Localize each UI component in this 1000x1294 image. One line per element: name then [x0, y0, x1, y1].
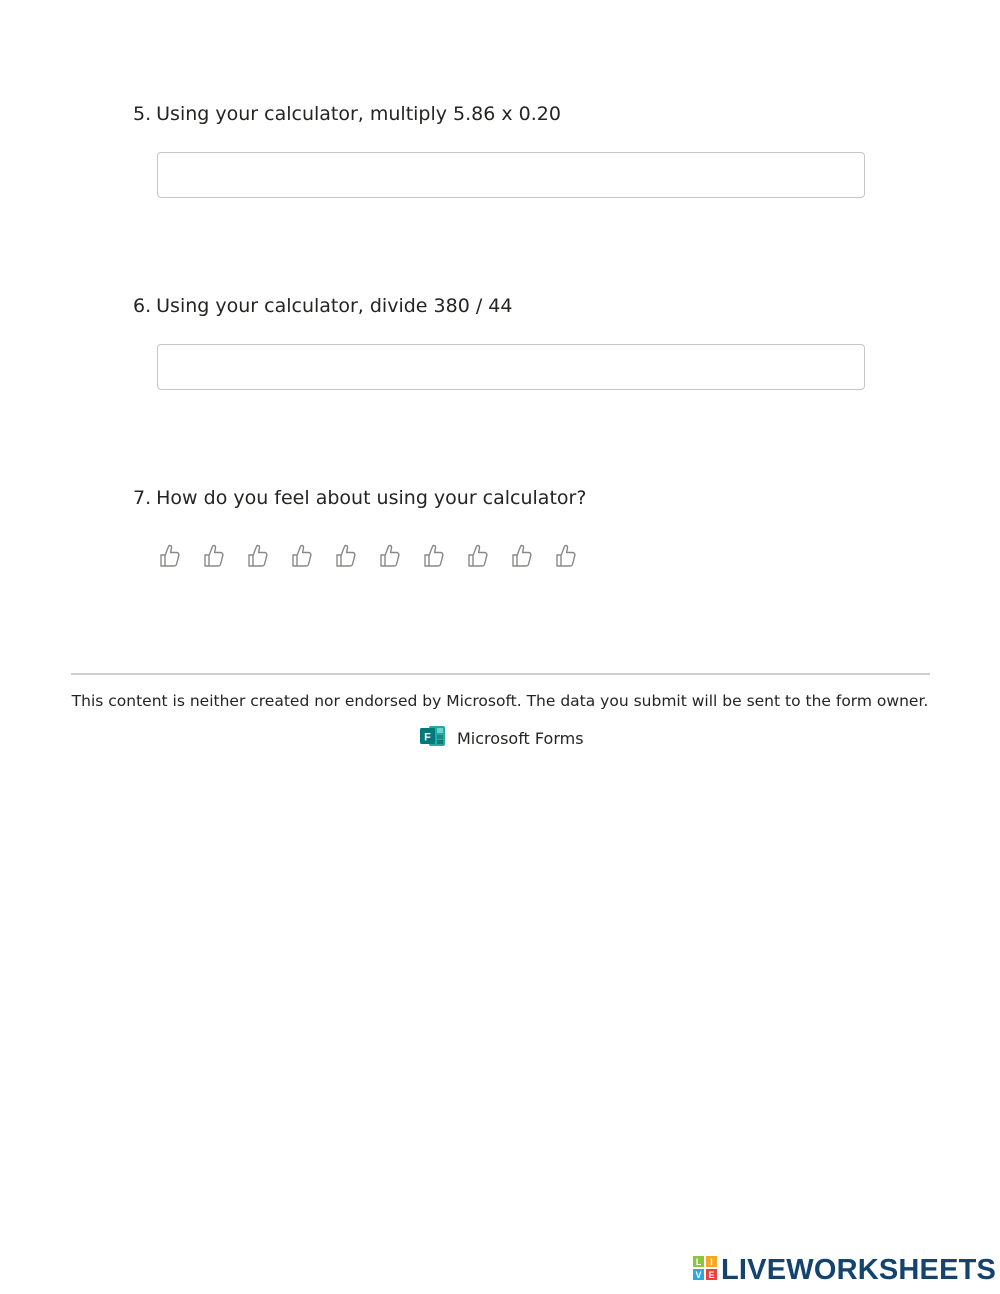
question-5-answer-input[interactable]: [157, 152, 865, 198]
question-6-answer-input[interactable]: [157, 344, 865, 390]
rating-thumb-9[interactable]: [506, 540, 550, 574]
svg-text:L: L: [695, 1257, 702, 1267]
microsoft-forms-brand[interactable]: [420, 726, 584, 750]
thumbs-up-icon: [506, 542, 536, 572]
question-7-title: [133, 486, 586, 510]
rating-thumb-4[interactable]: [286, 540, 330, 574]
thumbs-up-icon: [286, 542, 316, 572]
question-6-title: [133, 294, 512, 318]
rating-thumb-10[interactable]: [550, 540, 594, 574]
thumbs-up-icon: [550, 542, 580, 572]
svg-text:E: E: [708, 1270, 715, 1280]
rating-thumb-3[interactable]: [242, 540, 286, 574]
rating-thumb-7[interactable]: [418, 540, 462, 574]
microsoft-forms-icon: [420, 725, 446, 751]
question-text: How do you feel about using your calculator?: [156, 487, 587, 509]
question-text: Using your calculator, multiply 5.86 x 0.20: [156, 103, 561, 125]
question-5-title: [133, 102, 561, 126]
question-number: 7.: [133, 487, 152, 509]
rating-thumb-1[interactable]: [154, 540, 198, 574]
thumbs-up-icon: [242, 542, 272, 572]
svg-text:I: I: [710, 1257, 713, 1267]
question-number: 5.: [133, 103, 152, 125]
footer-divider: [71, 673, 930, 675]
thumbs-up-icon: [462, 542, 492, 572]
liveworksheets-text: LIVEWORKSHEETS: [721, 1254, 997, 1286]
footer-disclaimer: This content is neither created nor endorsed by Microsoft. The data you submit will be sent to the form owner.: [71, 692, 929, 710]
thumbs-up-icon: [374, 542, 404, 572]
svg-text:F: F: [424, 731, 431, 744]
rating-thumb-8[interactable]: [462, 540, 506, 574]
thumbs-up-icon: [154, 542, 184, 572]
thumbs-up-icon: [418, 542, 448, 572]
rating-thumb-6[interactable]: [374, 540, 418, 574]
question-7-rating: [154, 540, 594, 574]
thumbs-up-icon: [198, 542, 228, 572]
rating-thumb-2[interactable]: [198, 540, 242, 574]
svg-text:V: V: [695, 1270, 702, 1280]
question-number: 6.: [133, 295, 152, 317]
rating-thumb-5[interactable]: [330, 540, 374, 574]
thumbs-up-icon: [330, 542, 360, 572]
question-text: Using your calculator, divide 380 / 44: [156, 295, 513, 317]
liveworksheets-watermark: [692, 1254, 996, 1286]
microsoft-forms-label: Microsoft Forms: [457, 728, 584, 748]
liveworksheets-logo-icon: [692, 1255, 718, 1285]
